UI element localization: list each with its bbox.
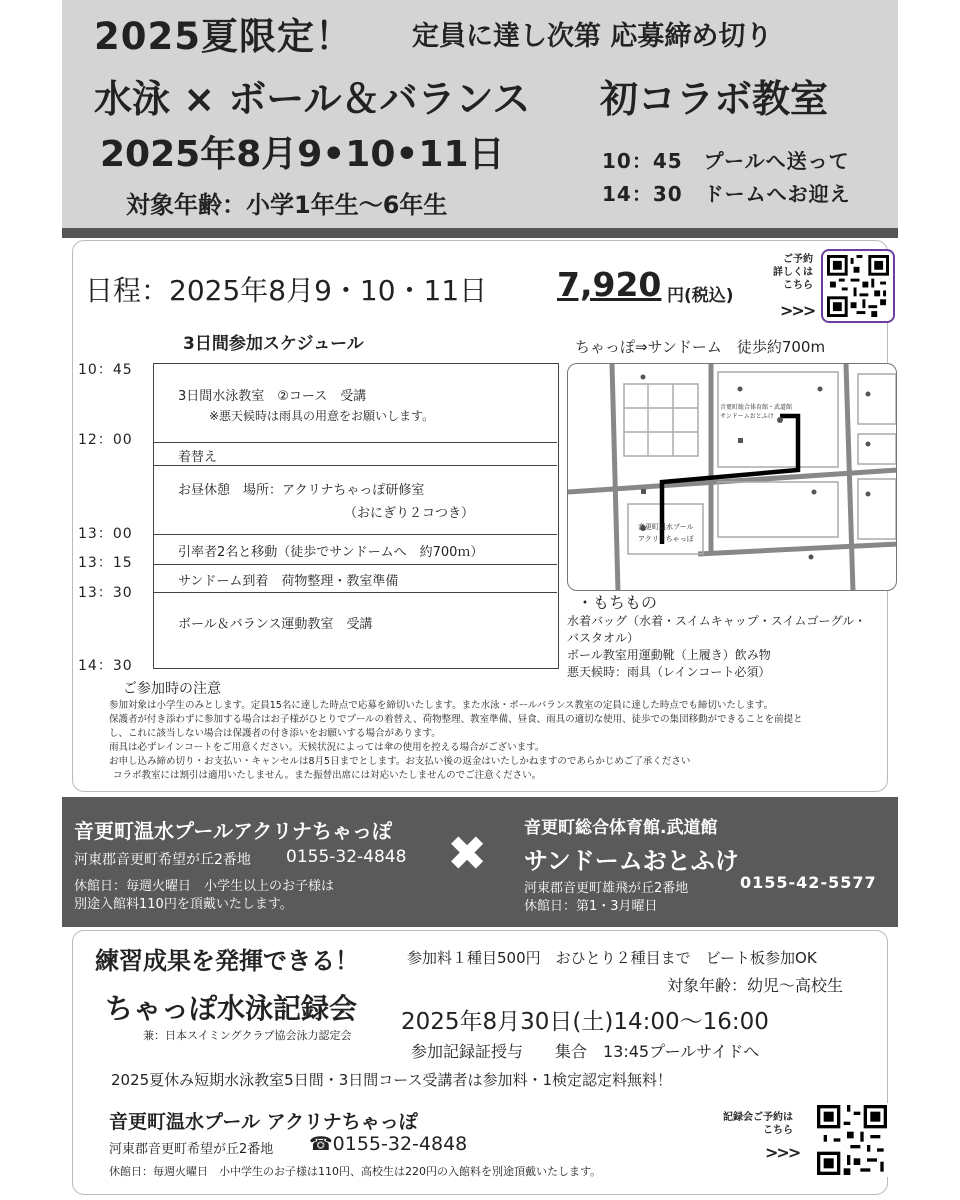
collab-label: 初コラボ教室 [600,77,829,121]
arrow-icon: >>> [780,301,815,320]
time-label: 13：30 [78,585,133,601]
pool-address: 河東郡音更町希望が丘2番地 [74,852,251,868]
belongings-title: ・もちもの [577,593,658,612]
meet-subtitle: 兼：日本スイミングクラブ協会泳力認定会 [143,1029,352,1042]
table-row [154,565,557,593]
venue-address: 河東郡音更町希望が丘2番地 [109,1142,274,1157]
map-label: サンドームおとふけ [720,413,774,420]
gym-closed: 休館日：第1・3月曜日 [524,899,658,914]
time-label: 14：30 [78,658,133,674]
meet-qr-caption [723,1111,793,1137]
notes-text [109,699,803,783]
dropoff-time: 10：45 プールへ送って [602,149,850,173]
schedule-heading: 日程：2025年8月9・10・11日 [85,274,488,307]
note-line: 雨具は必ずレインコートをご用意ください。天候状況によっては傘の使用を控える場合がございます。 [109,742,545,753]
gym-name: 音更町総合体育館.武道館 [524,818,718,838]
qr-caption-line: 記録会ご予約は [723,1112,793,1123]
venue-closed: 休館日：毎週火曜日 小中学生のお子様は110円、高校生は220円の入館料を別途頂戴いたします。 [109,1165,602,1178]
row-text: お昼休憩 場所：アクリナちゃっぽ研修室 [178,483,425,498]
facilities-section [62,797,898,927]
sundome-name: サンドームおとふけ [524,847,739,875]
row-text: 3日間水泳教室 ②コース 受講 [178,389,367,404]
list-item: 悪天候時：雨具（レインコート必須） [567,665,771,679]
meet-reservation-qr-code[interactable] [815,1103,889,1177]
list-item: 水着バッグ（水着・スイムキャップ・スイムゴーグル・ [567,614,867,628]
gym-phone: 0155-42-5577 [740,873,877,892]
row-text: サンドーム到着 荷物整理・教室準備 [178,574,399,589]
list-item: バスタオル） [567,631,640,645]
qr-caption-line: 詳しくは [773,267,813,278]
note-line: 参加対象は小学生のみとします。定員15名に達した時点で応募を締切いたします。また水泳・ボールバランス教室の定員に達した時点でも締切いたします。 [109,700,774,711]
reservation-qr-code[interactable] [821,249,895,323]
walking-route-map [567,363,897,591]
meet-fee: 参加料１種目500円 おひとり２種目まで ビート板参加OK [407,949,817,967]
qr-caption-line: こちら [763,1125,793,1136]
map-label: アクリナちゃっぽ [638,535,694,543]
qr-caption [773,253,813,292]
meet-award: 参加記録証授与 集合 13:45プールサイドへ [411,1042,760,1061]
table-row [154,593,557,668]
meet-age: 対象年齢：幼児～高校生 [667,976,844,995]
table-row [154,535,557,565]
pool-closed: 休館日：毎週火曜日 小学生以上のお子様は [74,879,335,894]
map-label: 音更町総合体育館・武道館 [720,404,793,411]
price-unit: 円(税込) [667,286,734,306]
meet-title: ちゃっぽ水泳記録会 [105,992,358,1025]
pool-phone: 0155-32-4848 [286,847,407,867]
venue-name: 音更町温水プール アクリナちゃっぽ [109,1111,418,1133]
price: 7,920 [557,265,662,304]
qr-caption-line: こちら [783,280,813,291]
note-line: お申し込み締め切り・お支払い・キャンセルは8月5日までとします。お支払い後の返金はいたしかねますのであらかじめご了承ください [109,756,691,767]
row-text: 引率者2名と移動（徒歩でサンドームへ 約700ｍ） [178,545,484,560]
map-title: ちゃっぽ⇒サンドーム 徒歩約700m [575,338,826,356]
row-text: 着替え [178,450,218,465]
schedule-table [153,363,559,669]
notes-title: ご参加時の注意 [123,681,221,697]
gym-address: 河東郡音更町雄飛が丘2番地 [524,881,689,896]
schedule-subtitle: 3日間参加スケジュール [183,334,364,354]
time-label: 10：45 [78,362,133,378]
qr-code-icon [827,255,889,317]
time-label: 13：00 [78,526,133,542]
flyer-page [62,0,898,1200]
divider-band [62,228,898,238]
deadline-note: 定員に達し次第 応募締め切り [412,21,773,52]
swim-meet-section [72,930,888,1195]
summer-limited-title: 2025夏限定！ [94,15,353,58]
row-note: ※悪天候時は雨具の用意をお願いします。 [209,409,435,423]
table-row [154,466,557,535]
pool-fee-note: 別途入館料110円を頂戴いたします。 [74,897,293,912]
free-note: 2025夏休み短期水泳教室5日間・3日間コース受講者は参加料・1検定認定料無料！ [111,1071,673,1089]
qr-code-icon [817,1105,887,1175]
event-dates: 2025年8月9•10•11日 [100,134,505,175]
time-label: 13：15 [78,555,133,571]
target-age: 対象年齢：小学1年生～6年生 [126,191,448,219]
schedule-section [72,240,888,792]
header [62,0,898,228]
meet-date: 2025年8月30日(土)14:00～16:00 [401,1009,769,1035]
note-line: し、これに該当しない場合は保護者の付き添いをお願いする場合があります。 [109,728,441,739]
row-text: ボール＆バランス運動教室 受講 [178,617,373,632]
belongings-list [567,593,866,681]
catch-copy: 練習成果を発揮できる！ [95,947,359,975]
map-graphic [568,364,897,591]
row-note: （おにぎり２コつき） [344,506,475,521]
note-line: 保護者が付き添わずに参加する場合はお子様がひとりでプールの着替え、荷物整理、教室準備、昼食、雨具の適切な使用、徒歩での集団移動ができることを前提と [109,714,803,725]
table-row [154,364,557,443]
cross-icon: ✖ [447,826,488,882]
table-row [154,443,557,466]
note-line: コラボ教室には割引は適用いたしません。また振替出席には対応いたしませんのでご注意ください。 [113,770,542,781]
class-title: 水泳 × ボール＆バランス [94,77,531,121]
venue-phone: ☎0155-32-4848 [309,1133,468,1155]
arrow-icon: >>> [765,1143,800,1162]
list-item: ボール教室用運動靴（上履き）飲み物 [567,648,771,662]
pool-name: 音更町温水プールアクリナちゃっぽ [74,819,392,843]
qr-caption-line: ご予約 [783,254,813,265]
map-label: 音更町温水プール [638,523,694,531]
pickup-time: 14：30 ドームへお迎え [602,182,851,206]
time-label: 12：00 [78,432,133,448]
